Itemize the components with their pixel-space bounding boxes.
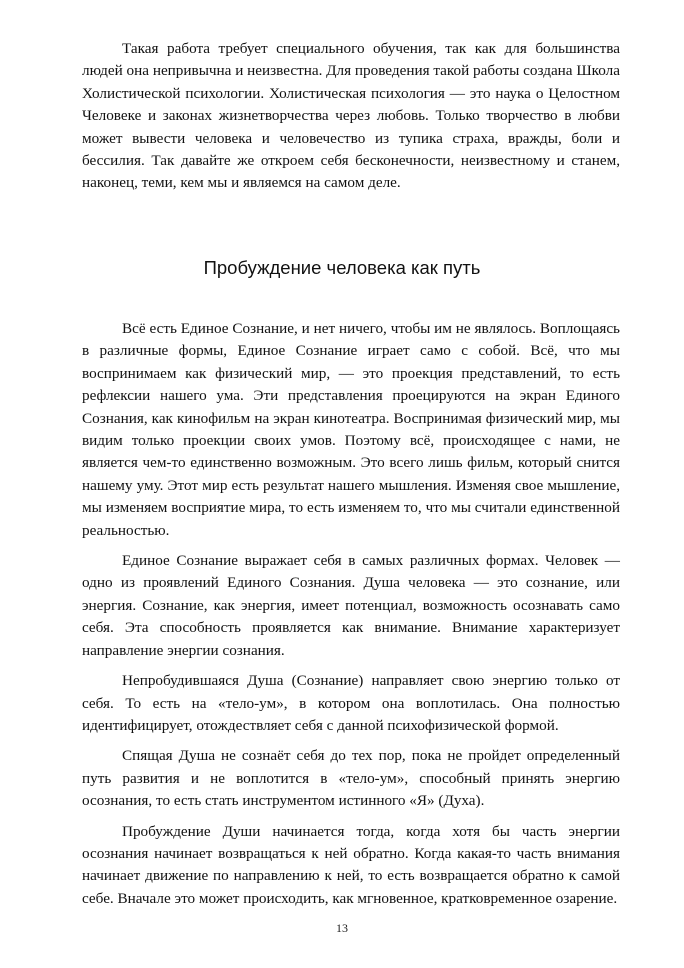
- paragraph: Пробуждение Души начинается тогда, когда хотя бы часть энергии осознания начинает возвращаться к ней обратно. Когда какая-то часть внимания начинает движение по направлению к ней, то есть возвращается обратно к самой себе. Вначале это может происходить, как мгновенное, кратковременное озарение.: [82, 822, 620, 907]
- paragraph: Единое Сознание выражает себя в самых различных формах. Человек — одно из проявлений Единого Сознания. Душа человека — это сознание, или энергия. Сознание, как энергия, имеет потенциал, возможность осознавать само себя. Эта способность проявляется как внимание. Внимание характеризует направление энергии сознания.: [82, 552, 620, 659]
- paragraph: Всё есть Единое Сознание, и нет ничего, чтобы им не являлось. Воплощаясь в различные формы, Единое Сознание играет само с собой. Всё, что мы воспринимаем как физический мир, — это проекция представлений, то есть рефлексии нашего ума. Эти представления проецируются на экран Единого Сознания, как кинофильм на экран кинотеатра. Воспринимая физический мир, мы видим только проекции своих умов. Поэтому всё, происходящее с нами, не является чем-то единственно возможным. Это всего лишь фильм, который снится нашему уму. Этот мир есть результат нашего мышления. Изменяя свое мышление, мы изменяем восприятие мира, то есть изменяем то, что мы считали единственной реальностью.: [82, 320, 620, 539]
- section-title: Пробуждение человека как путь: [203, 257, 481, 278]
- intro-block: [82, 38, 620, 195]
- section-body: [82, 318, 620, 910]
- page-number: 13: [336, 921, 348, 935]
- paragraph: Спящая Душа не сознаёт себя до тех пор, пока не пройдет определенный путь развития и не воплотится в «тело-ум», способный принять энергию осознания, то есть стать инструментом истинного «Я» (Духа).: [82, 747, 620, 810]
- paragraph: Непробудившаяся Душа (Сознание) направляет свою энергию только от себя. То есть на «тело-ум», в котором она воплотилась. Она полностью идентифицирует, отождествляет себя с данной психофизической формой.: [82, 672, 620, 734]
- intro-paragraph: Такая работа требует специального обучения, так как для большинства людей она непривычна и неизвестна. Для проведения такой работы создана Школа Холистической психологии. Холистическая психология — это наука о Целостном Человеке и законах жизнетворчества через любовь. Только творчество в любви может вывести человека и человечество из тупика страха, вражды, боли и бессилия. Так давайте же откроем себя бесконечности, неизвестному и станем, наконец, теми, кем мы и являемся на самом деле.: [82, 40, 620, 192]
